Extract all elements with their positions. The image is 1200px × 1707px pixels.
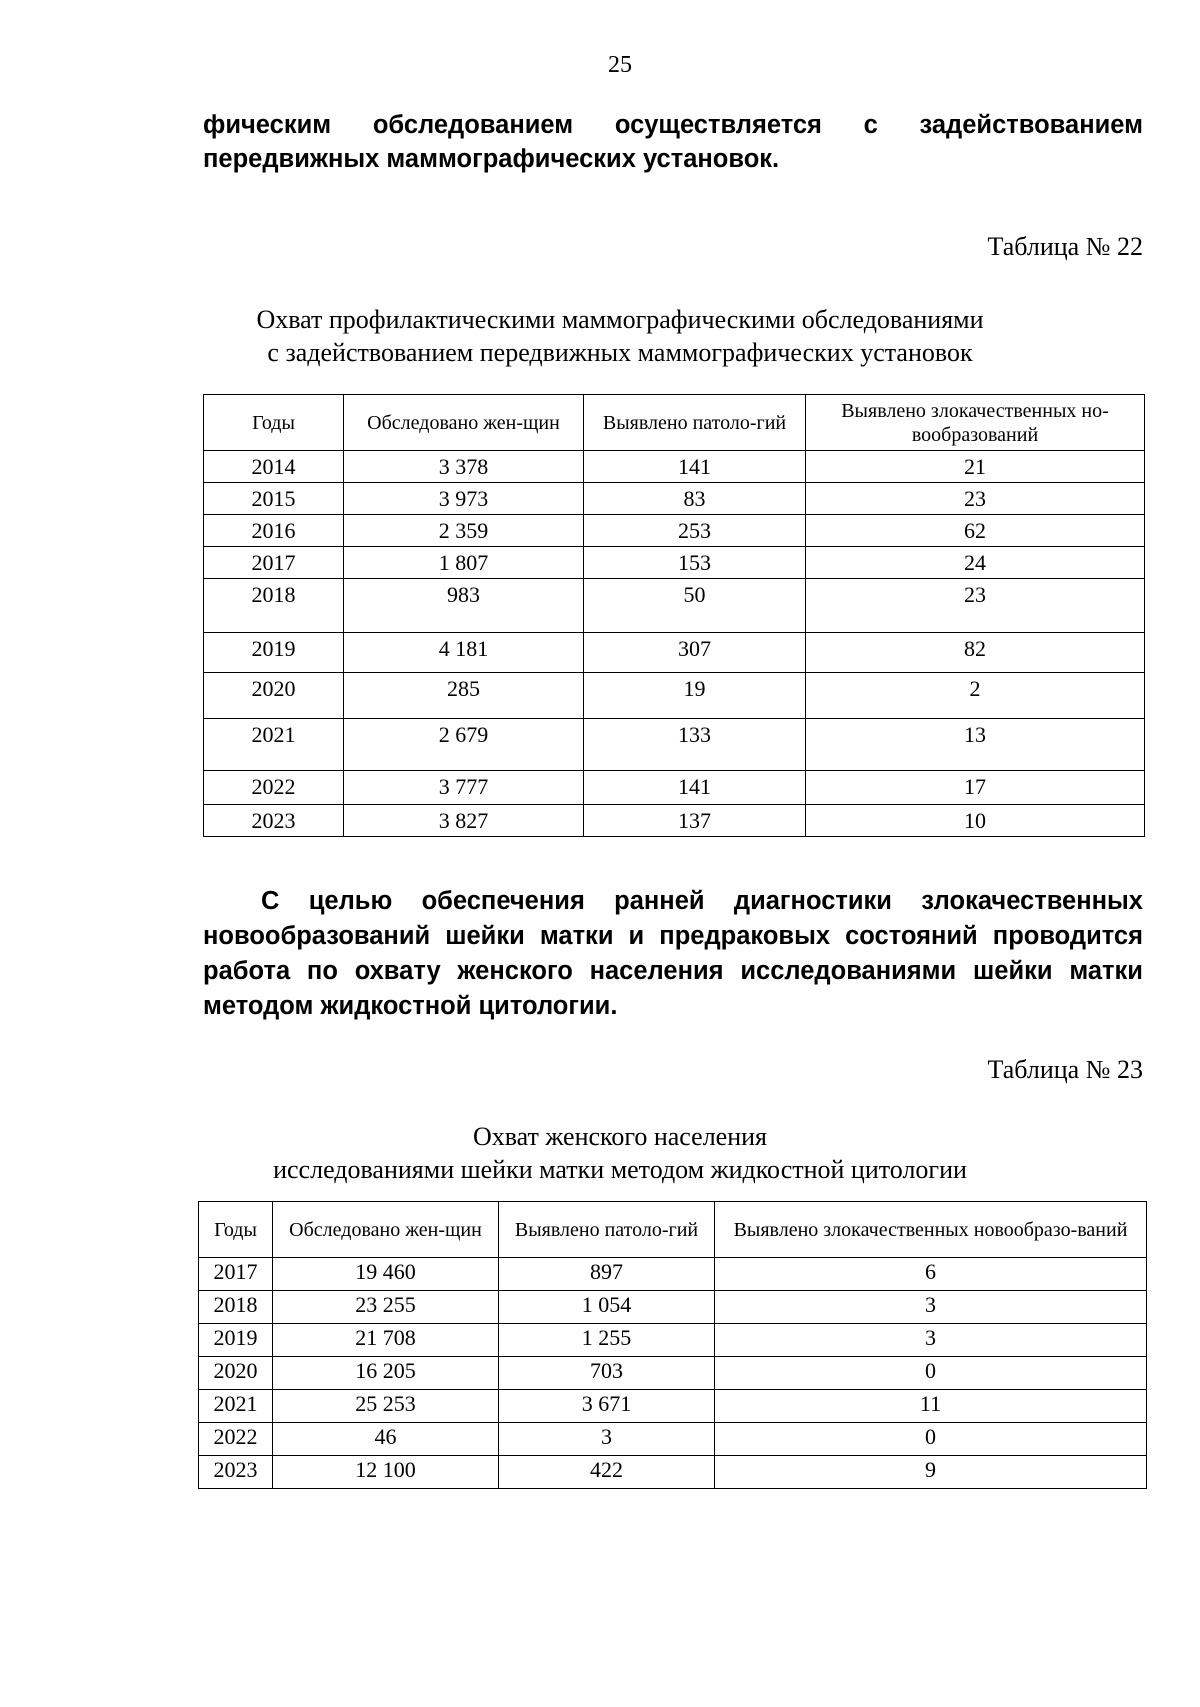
table-cell: 153 [584, 547, 806, 579]
table-23-title-line-1: Охват женского населения [472, 1122, 768, 1151]
table-row [204, 515, 1145, 547]
table-cell: 9 [715, 1456, 1147, 1489]
table-cell: 2023 [199, 1456, 273, 1489]
table-cell: 2016 [204, 515, 344, 547]
table-cell: 897 [499, 1258, 715, 1291]
table-cell: 2019 [204, 633, 344, 673]
table-cell: 23 [806, 483, 1145, 515]
table-22-title-line-1: Охват профилактическими маммографическими обследованиями [256, 305, 984, 334]
table-row [199, 1291, 1147, 1324]
table-row [204, 483, 1145, 515]
table-cell: 141 [584, 451, 806, 483]
table-cell: 1 255 [499, 1324, 715, 1357]
table-row [199, 1324, 1147, 1357]
body-paragraph [203, 884, 1143, 1024]
table-cell: 3 [715, 1324, 1147, 1357]
table-cell: 2017 [204, 547, 344, 579]
table-row [204, 579, 1145, 633]
table-row [199, 1423, 1147, 1456]
table-cell: 3 777 [344, 771, 584, 805]
table-cell: 253 [584, 515, 806, 547]
table-cell: 23 255 [273, 1291, 499, 1324]
table-row [199, 1390, 1147, 1423]
table-cell: 3 378 [344, 451, 584, 483]
table-cell: 2014 [204, 451, 344, 483]
table-22-title [0, 303, 1200, 369]
table-cell: 3 827 [344, 805, 584, 837]
table-cell: 21 [806, 451, 1145, 483]
table-row [199, 1456, 1147, 1489]
table-22-title-line-2: с задействованием передвижных маммографических установок [267, 338, 973, 367]
table-row [204, 633, 1145, 673]
table-row [204, 719, 1145, 771]
table-cell: 82 [806, 633, 1145, 673]
table-cell: 2023 [204, 805, 344, 837]
table-cell: 16 205 [273, 1357, 499, 1390]
table-22-header-cell: Годы [204, 395, 344, 451]
table-row [199, 1357, 1147, 1390]
table-cell: 0 [715, 1423, 1147, 1456]
table-cell: 3 671 [499, 1390, 715, 1423]
page-number: 25 [608, 52, 632, 78]
table-cell: 17 [806, 771, 1145, 805]
table-cell: 0 [715, 1357, 1147, 1390]
table-cell: 25 253 [273, 1390, 499, 1423]
table-cell: 137 [584, 805, 806, 837]
table-cell: 2 679 [344, 719, 584, 771]
table-23-header-row [199, 1202, 1147, 1258]
body-paragraph-text: С целью обеспечения ранней диагностики злокачественных новообразований шейки матки и предраковых состояний проводится работа по охвату женского населения исследованиями шейки матки методом жидкостной цитологии. [203, 887, 1143, 1020]
table-cell: 11 [715, 1390, 1147, 1423]
table-cell: 2022 [199, 1423, 273, 1456]
table-22 [203, 394, 1145, 837]
table-cell: 2021 [204, 719, 344, 771]
table-23-header-cell: Выявлено патоло-гий [499, 1202, 715, 1258]
table-cell: 2019 [199, 1324, 273, 1357]
table-row [204, 673, 1145, 719]
table-cell: 1 054 [499, 1291, 715, 1324]
table-23-label: Таблица № 23 [987, 1055, 1143, 1084]
table-cell: 422 [499, 1456, 715, 1489]
table-cell: 10 [806, 805, 1145, 837]
table-cell: 3 973 [344, 483, 584, 515]
table-cell: 3 [499, 1423, 715, 1456]
table-cell: 62 [806, 515, 1145, 547]
table-22-header-row [204, 395, 1145, 451]
table-cell: 703 [499, 1357, 715, 1390]
table-cell: 19 [584, 673, 806, 719]
table-cell: 983 [344, 579, 584, 633]
table-22-header-cell: Обследовано жен-щин [344, 395, 584, 451]
table-cell: 133 [584, 719, 806, 771]
table-cell: 307 [584, 633, 806, 673]
table-cell: 2021 [199, 1390, 273, 1423]
table-22-header-cell: Выявлено злокачественных но-вообразований [806, 395, 1145, 451]
table-cell: 2 [806, 673, 1145, 719]
table-row [204, 451, 1145, 483]
table-row [204, 805, 1145, 837]
table-cell: 2018 [204, 579, 344, 633]
table-cell: 50 [584, 579, 806, 633]
table-cell: 1 807 [344, 547, 584, 579]
table-23-title-line-2: исследованиями шейки матки методом жидкостной цитологии [273, 1155, 967, 1184]
intro-paragraph: фическим обследованием осуществляется с задействованием передвижных маммографических установок. [203, 111, 1143, 173]
table-cell: 2020 [204, 673, 344, 719]
table-23-header-cell: Годы [199, 1202, 273, 1258]
table-cell: 141 [584, 771, 806, 805]
table-cell: 12 100 [273, 1456, 499, 1489]
table-cell: 2018 [199, 1291, 273, 1324]
table-22-label: Таблица № 22 [987, 232, 1143, 261]
table-cell: 24 [806, 547, 1145, 579]
table-cell: 46 [273, 1423, 499, 1456]
table-cell: 285 [344, 673, 584, 719]
table-cell: 2015 [204, 483, 344, 515]
table-row [204, 771, 1145, 805]
table-22-header-cell: Выявлено патоло-гий [584, 395, 806, 451]
table-23-title [0, 1120, 1200, 1186]
table-cell: 21 708 [273, 1324, 499, 1357]
table-cell: 13 [806, 719, 1145, 771]
table-23 [198, 1201, 1147, 1489]
table-cell: 83 [584, 483, 806, 515]
table-row [199, 1258, 1147, 1291]
table-cell: 2017 [199, 1258, 273, 1291]
table-cell: 19 460 [273, 1258, 499, 1291]
table-cell: 2020 [199, 1357, 273, 1390]
table-23-header-cell: Выявлено злокачественных новообразо-ваний [715, 1202, 1147, 1258]
table-cell: 4 181 [344, 633, 584, 673]
table-cell: 2 359 [344, 515, 584, 547]
table-23-header-cell: Обследовано жен-щин [273, 1202, 499, 1258]
table-cell: 2022 [204, 771, 344, 805]
table-row [204, 547, 1145, 579]
table-cell: 3 [715, 1291, 1147, 1324]
table-cell: 23 [806, 579, 1145, 633]
table-cell: 6 [715, 1258, 1147, 1291]
